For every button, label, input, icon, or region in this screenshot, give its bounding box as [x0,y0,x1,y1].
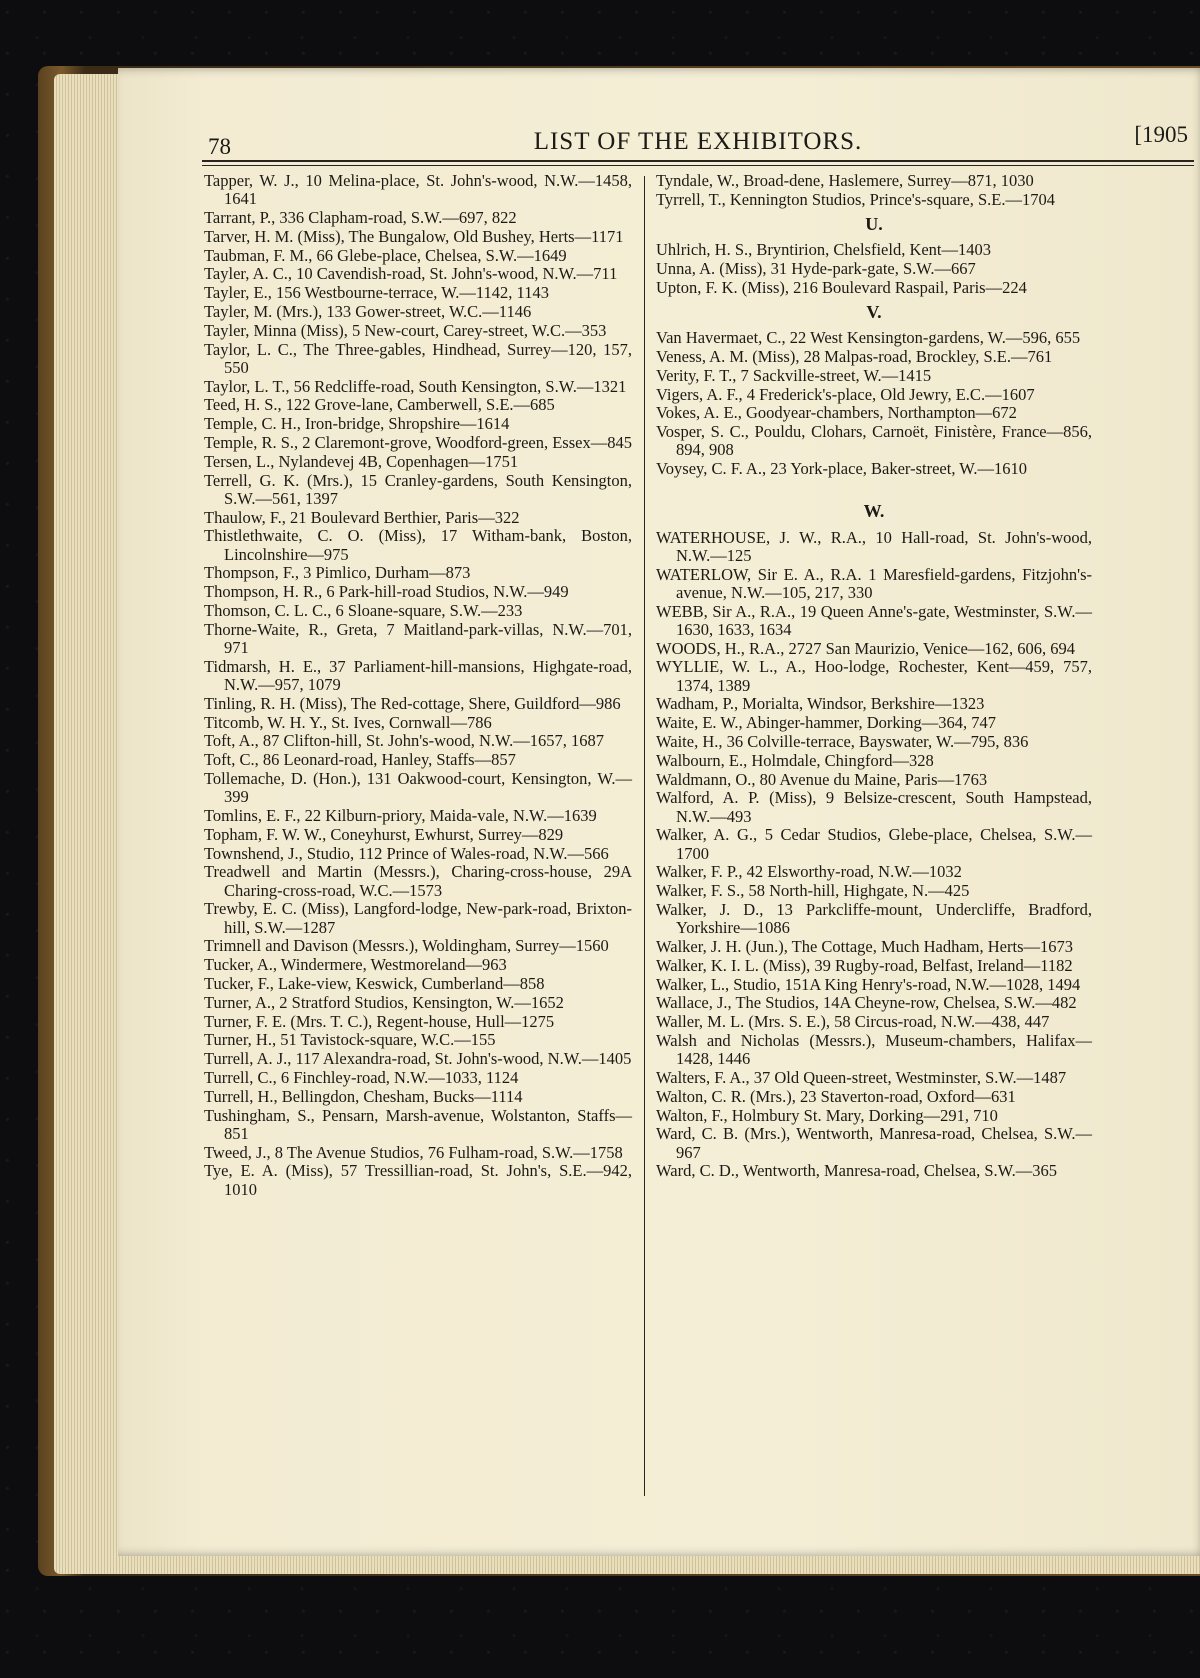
exhibitor-entry: Turner, F. E. (Mrs. T. C.), Regent-house, Hull—1275 [204,1011,555,1031]
section-heading-v: V. [866,302,882,322]
exhibitor-entry: Waldmann, O., 80 Avenue du Maine, Paris—1763 [656,769,988,789]
exhibitor-entry: Tayler, Minna (Miss), 5 New-court, Carey-street, W.C.—353 [204,320,607,340]
exhibitor-entry: Walker, J. H. (Jun.), The Cottage, Much Hadham, Herts—1673 [656,936,1073,956]
exhibitor-entry: Upton, F. K. (Miss), 216 Boulevard Raspail, Paris—224 [656,277,1027,297]
exhibitor-entry: Thompson, H. R., 6 Park-hill-road Studios, N.W.—949 [204,582,569,602]
exhibitor-entry: WATERHOUSE, J. W., R.A., 10 Hall-road, St. John's-wood, N.W.—125 [656,527,1092,565]
exhibitor-entry: Taubman, F. M., 66 Glebe-place, Chelsea, S.W.—1649 [204,245,567,265]
exhibitor-entry: Tyndale, W., Broad-dene, Haslemere, Surrey—871, 1030 [656,171,1034,190]
section-heading-w: W. [863,501,885,522]
exhibitor-entry: WOODS, H., R.A., 2727 San Maurizio, Venice—162, 606, 694 [656,638,1076,658]
exhibitor-entry: Waite, H., 36 Colville-terrace, Bayswater, W.—795, 836 [656,731,1029,751]
exhibitor-entry: Tarrant, P., 336 Clapham-road, S.W.—697, 822 [204,208,517,227]
exhibitor-entry: Walbourn, E., Holmdale, Chingford—328 [656,750,934,770]
exhibitor-entry: Tucker, F., Lake-view, Keswick, Cumberland—858 [204,973,545,993]
exhibitor-entry: Turner, A., 2 Stratford Studios, Kensington, W.—1652 [204,992,564,1012]
exhibitor-entry: Vosper, S. C., Pouldu, Clohars, Carnoët, Finistère, France—856, 894, 908 [656,422,1092,460]
exhibitor-entry: Topham, F. W. W., Coneyhurst, Ewhurst, Surrey—829 [204,824,564,844]
page-title: LIST OF THE EXHIBITORS. [533,128,863,155]
book-page [118,68,1200,1556]
exhibitor-entry: Tapper, W. J., 10 Melina-place, St. John's-wood, N.W.—1458, 1641 [204,171,632,209]
section-u [656,241,1092,297]
exhibitor-entry: Waite, E. W., Abinger-hammer, Dorking—364, 747 [656,713,996,733]
exhibitor-entry: Thompson, F., 3 Pimlico, Durham—873 [204,563,471,583]
exhibitor-entry: Tersen, L., Nylandevej 4B, Copenhagen—1751 [204,451,519,471]
exhibitor-entry: Vigers, A. F., 4 Frederick's-place, Old Jewry, E.C.—1607 [656,384,1035,404]
exhibitor-entry: Tidmarsh, H. E., 37 Parliament-hill-mansions, Highgate-road, N.W.—957, 1079 [204,656,632,694]
exhibitor-entry: Toft, C., 86 Leonard-road, Hanley, Staffs—857 [204,750,516,770]
exhibitor-entry: Walker, F. S., 58 North-hill, Highgate, N.—425 [656,881,970,901]
exhibitor-entry: Taylor, L. C., The Three-gables, Hindhead, Surrey—120, 157, 550 [204,339,632,377]
page-year: [1905 [1134,122,1188,147]
exhibitor-entry: Taylor, L. T., 56 Redcliffe-road, South Kensington, S.W.—1321 [204,376,627,396]
exhibitor-entry: Tye, E. A. (Miss), 57 Tressillian-road, St. John's, S.E.—942, 1010 [204,1161,632,1199]
exhibitor-entry: Teed, H. S., 122 Grove-lane, Camberwell, S.E.—685 [204,395,555,415]
exhibitor-entry: Tushingham, S., Pensarn, Marsh-avenue, Wolstanton, Staffs—851 [204,1105,632,1143]
exhibitor-entry: Walford, A. P. (Miss), 9 Belsize-crescent, South Hampstead, N.W.—493 [656,788,1092,826]
right-column [656,172,1092,1181]
exhibitor-entry: Walker, J. D., 13 Parkcliffe-mount, Undercliffe, Bradford, Yorkshire—1086 [656,899,1092,938]
section-v [656,329,1092,478]
exhibitor-entry: Walker, A. G., 5 Cedar Studios, Glebe-place, Chelsea, S.W.—1700 [656,825,1092,863]
exhibitor-entry: Walton, C. R. (Mrs.), 23 Staverton-road, Oxford—631 [656,1086,1016,1106]
exhibitor-entry: Thistlethwaite, C. O. (Miss), 17 Witham-bank, Boston, Lincolnshire—975 [204,526,632,564]
exhibitor-entry: Tayler, A. C., 10 Cavendish-road, St. John's-wood, N.W.—711 [204,264,618,284]
exhibitor-entry: Toft, A., 87 Clifton-hill, St. John's-wood, N.W.—1657, 1687 [204,731,604,751]
exhibitor-entry: Walsh and Nicholas (Messrs.), Museum-chambers, Halifax—1428, 1446 [656,1030,1092,1069]
exhibitor-entry: Tollemache, D. (Hon.), 131 Oakwood-court, Kensington, W.—399 [204,768,632,807]
section-t-continued [656,172,1092,209]
exhibitor-entry: Walker, F. P., 42 Elsworthy-road, N.W.—1032 [656,862,962,882]
exhibitor-entry: Van Havermaet, C., 22 West Kensington-gardens, W.—596, 655 [656,328,1081,348]
exhibitor-entry: Tinling, R. H. (Miss), The Red-cottage, Shere, Guildford—986 [204,693,621,713]
exhibitor-entry: Walters, F. A., 37 Old Queen-street, Westminster, S.W.—1487 [656,1067,1067,1087]
exhibitor-entry: Waller, M. L. (Mrs. S. E.), 58 Circus-road, N.W.—438, 447 [656,1012,1050,1032]
exhibitor-entry: Tomlins, E. F., 22 Kilburn-priory, Maida-vale, N.W.—1639 [204,805,597,825]
exhibitor-entry: Wadham, P., Morialta, Windsor, Berkshire—1323 [656,694,985,714]
exhibitor-entry: Turner, H., 51 Tavistock-square, W.C.—155 [204,1030,496,1050]
exhibitor-entry: Ward, C. D., Wentworth, Manresa-road, Chelsea, S.W.—365 [656,1161,1058,1181]
exhibitor-entry: Turrell, C., 6 Finchley-road, N.W.—1033, 1124 [204,1067,519,1087]
header-rule [202,160,1194,162]
exhibitor-entry: Wallace, J., The Studios, 14A Cheyne-row, Chelsea, S.W.—482 [656,993,1077,1013]
exhibitor-entry: Thomson, C. L. C., 6 Sloane-square, S.W.—233 [204,600,523,620]
exhibitor-entry: Verity, F. T., 7 Sackville-street, W.—1415 [656,365,932,385]
exhibitor-entry: Walker, K. I. L. (Miss), 39 Rugby-road, Belfast, Ireland—1182 [656,955,1073,975]
page-number: 78 [208,134,231,159]
exhibitor-entry: Treadwell and Martin (Messrs.), Charing-cross-house, 29A Charing-cross-road, W.C.—1573 [204,862,632,900]
page-header [208,116,1188,159]
exhibitor-entry: WEBB, Sir A., R.A., 19 Queen Anne's-gate, Westminster, S.W.—1630, 1633, 1634 [656,601,1092,639]
section-w [656,529,1092,1181]
exhibitor-entry: Townshend, J., Studio, 112 Prince of Wales-road, N.W.—566 [204,843,609,863]
header-rule-thin [202,165,1194,166]
exhibitor-entry: Tucker, A., Windermere, Westmoreland—963 [204,955,507,975]
exhibitor-entry: Voysey, C. F. A., 23 York-place, Baker-street, W.—1610 [656,459,1027,479]
column-divider [644,176,645,1496]
exhibitor-entry: Temple, R. S., 2 Claremont-grove, Woodford-green, Essex—845 [204,432,632,452]
exhibitor-entry: Thorne-Waite, R., Greta, 7 Maitland-park-villas, N.W.—701, 971 [204,619,632,657]
exhibitor-entry: Tarver, H. M. (Miss), The Bungalow, Old Bushey, Herts—1171 [204,226,624,246]
exhibitor-entry: Turrell, A. J., 117 Alexandra-road, St. John's-wood, N.W.—1405 [204,1049,632,1069]
exhibitor-entry: Trewby, E. C. (Miss), Langford-lodge, New-park-road, Brixton-hill, S.W.—1287 [204,899,632,937]
exhibitor-entry: WYLLIE, W. L., A., Hoo-lodge, Rochester, Kent—459, 757, 1374, 1389 [656,657,1092,695]
exhibitor-entry: Turrell, H., Bellingdon, Chesham, Bucks—1114 [204,1086,523,1106]
section-heading-u: U. [865,214,883,234]
exhibitor-entry: Terrell, G. K. (Mrs.), 15 Cranley-gardens, South Kensington, S.W.—561, 1397 [204,470,632,508]
exhibitor-entry: Tweed, J., 8 The Avenue Studios, 76 Fulham-road, S.W.—1758 [204,1142,623,1162]
exhibitor-entry: Ward, C. B. (Mrs.), Wentworth, Manresa-road, Chelsea, S.W.—967 [656,1124,1092,1162]
exhibitor-entry: Trimnell and Davison (Messrs.), Woldingham, Surrey—1560 [204,936,609,956]
exhibitor-entry: Temple, C. H., Iron-bridge, Shropshire—1614 [204,414,510,434]
exhibitor-entry: Tayler, M. (Mrs.), 133 Gower-street, W.C.—1146 [204,301,532,321]
exhibitor-entry: Uhlrich, H. S., Bryntirion, Chelsfield, Kent—1403 [656,240,992,260]
exhibitor-entry: Walker, L., Studio, 151A King Henry's-road, N.W.—1028, 1494 [656,974,1081,994]
exhibitor-entry: Thaulow, F., 21 Boulevard Berthier, Paris—322 [204,507,520,527]
exhibitor-entry: Titcomb, W. H. Y., St. Ives, Cornwall—786 [204,712,492,732]
exhibitor-entry: WATERLOW, Sir E. A., R.A. 1 Maresfield-gardens, Fitzjohn's-avenue, N.W.—105, 217, 330 [656,564,1092,602]
left-column [204,172,632,1199]
exhibitor-entry: Tyrrell, T., Kennington Studios, Prince's-square, S.E.—1704 [656,189,1055,209]
exhibitor-entry: Unna, A. (Miss), 31 Hyde-park-gate, S.W.—667 [656,259,976,278]
exhibitor-entry: Veness, A. M. (Miss), 28 Malpas-road, Brockley, S.E.—761 [656,347,1053,366]
exhibitor-entry: Vokes, A. E., Goodyear-chambers, Northampton—672 [656,403,1017,423]
exhibitor-entry: Tayler, E., 156 Westbourne-terrace, W.—1142, 1143 [204,283,549,303]
exhibitor-entry: Walton, F., Holmbury St. Mary, Dorking—291, 710 [656,1105,998,1125]
